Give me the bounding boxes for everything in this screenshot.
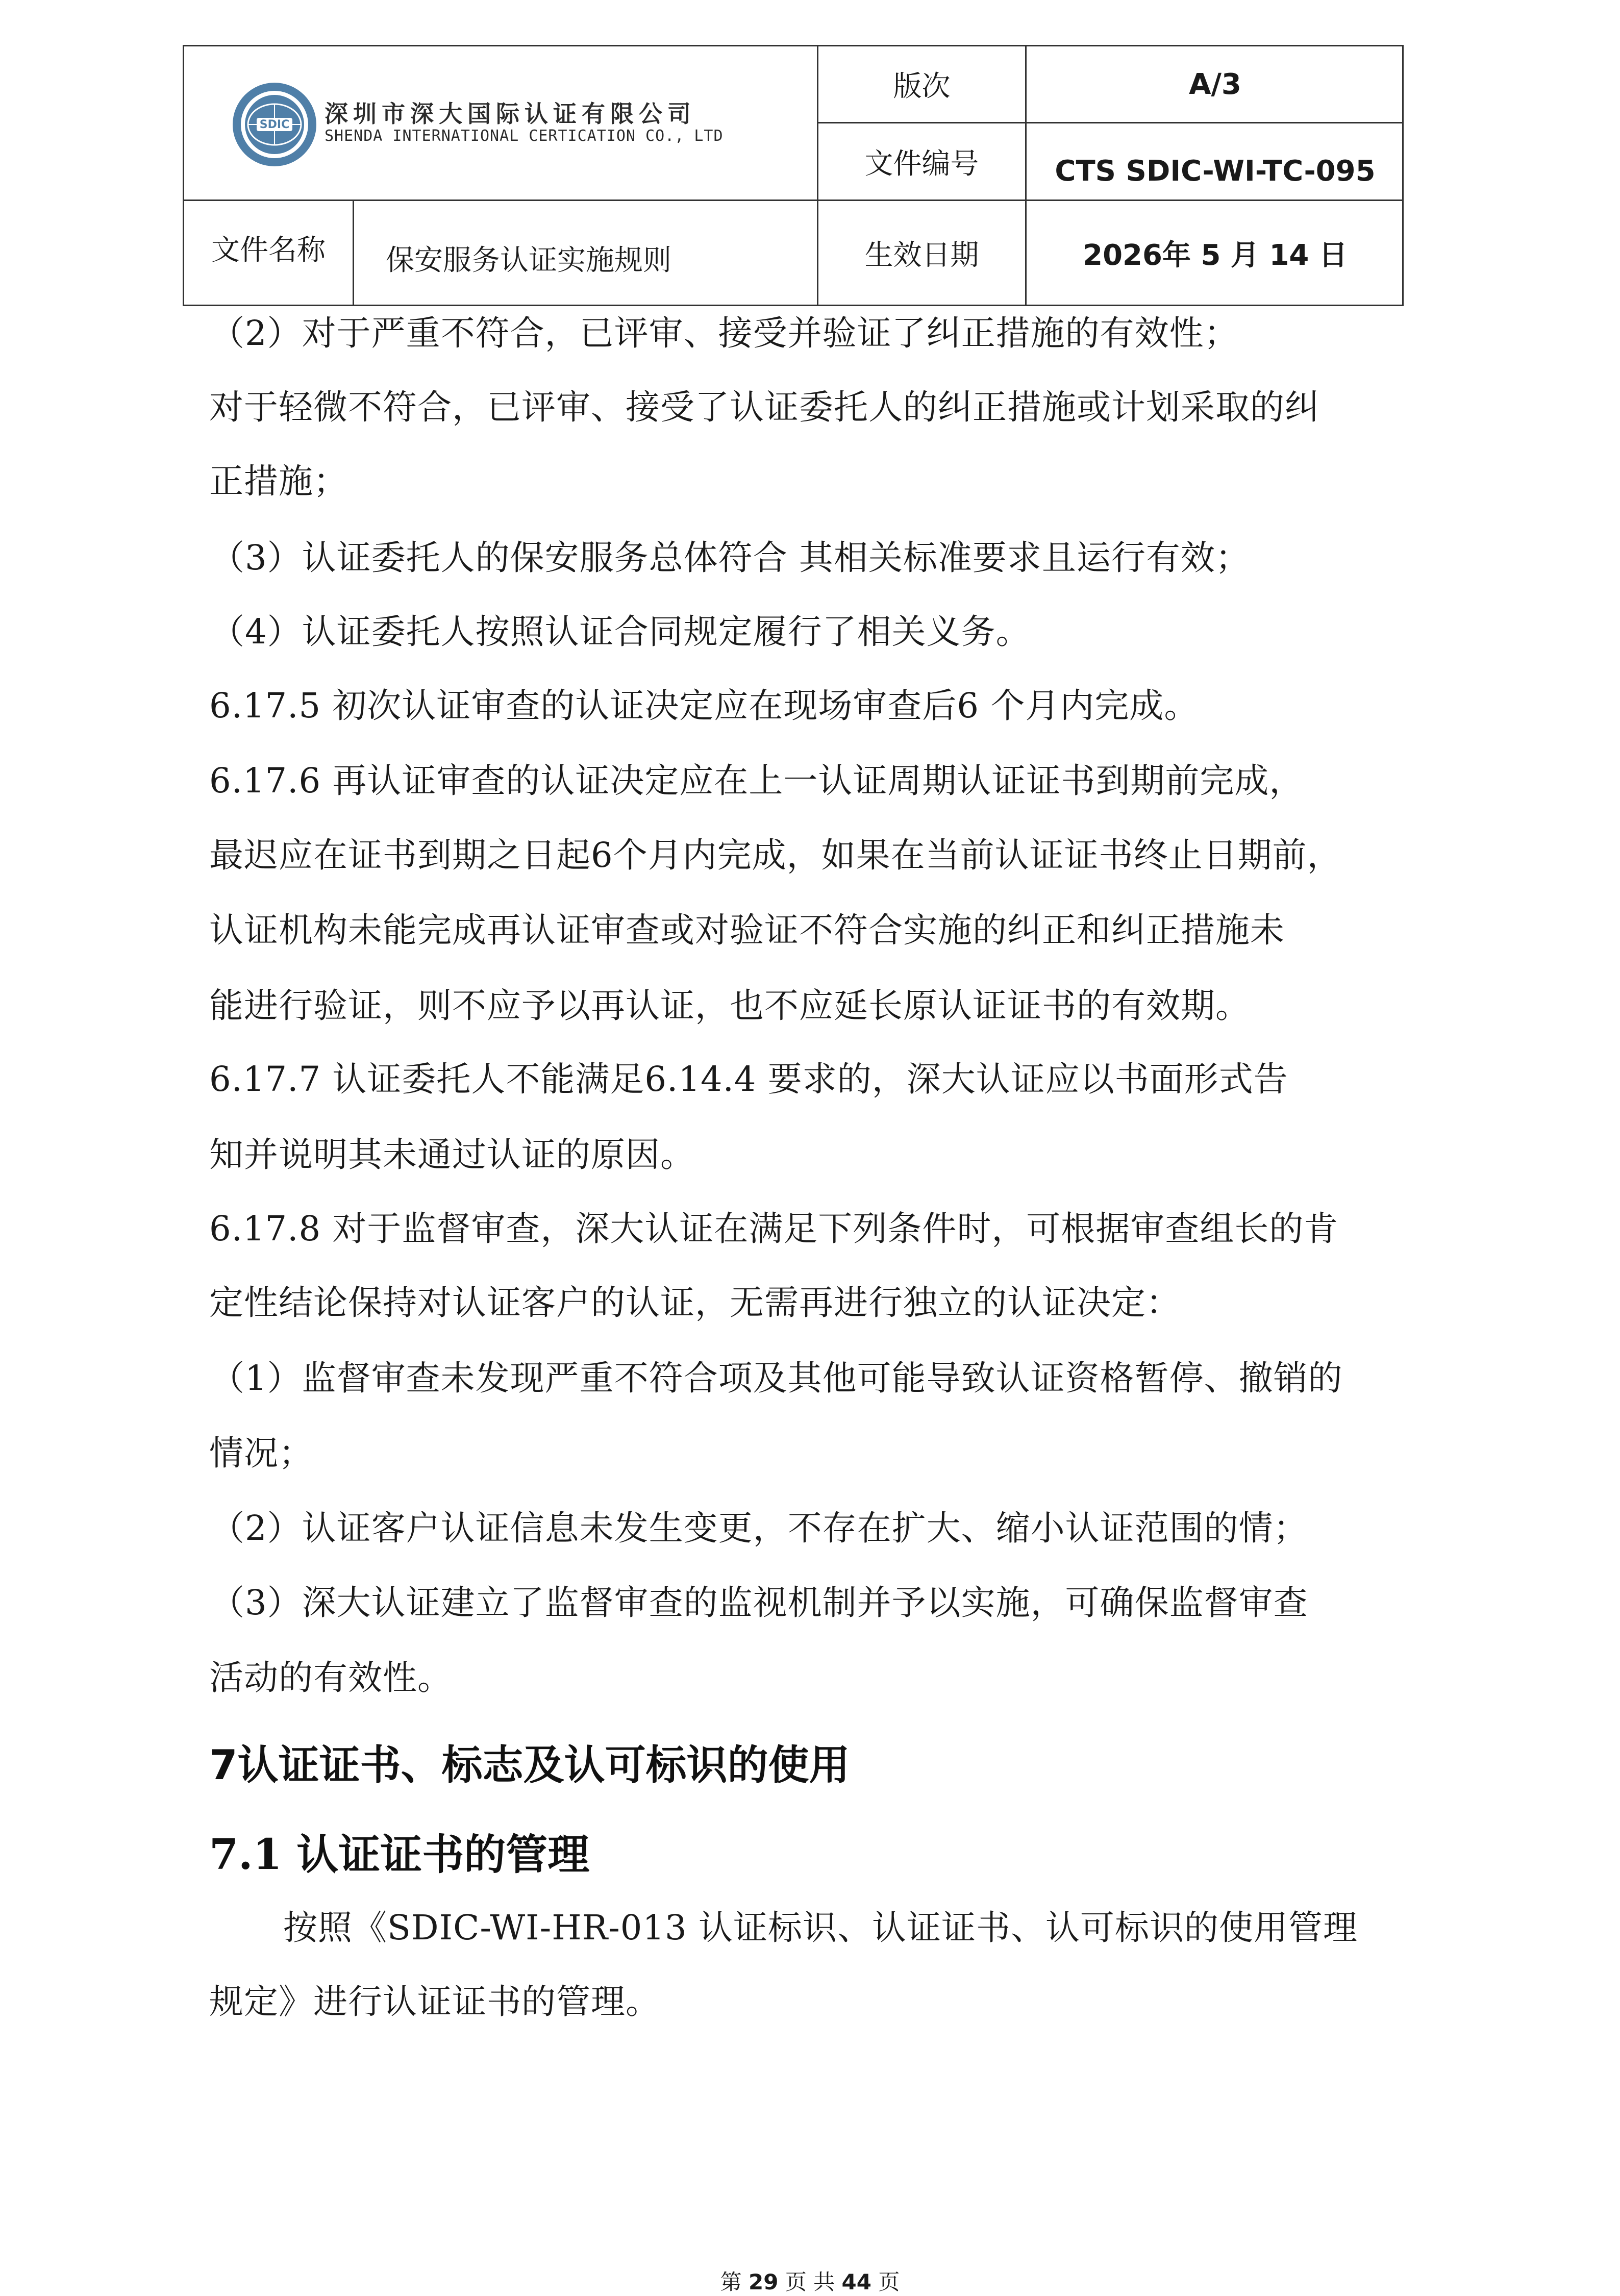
body-line: 6.17.6 再认证审查的认证决定应在上一认证周期认证证书到期前完成，	[209, 761, 1304, 801]
total-page-count: 44	[841, 2269, 871, 2294]
footer-middle: 页 共	[785, 2269, 835, 2294]
body-line: 情况；	[209, 1433, 313, 1473]
current-page-number: 29	[749, 2269, 779, 2294]
company-logo-block	[184, 46, 817, 199]
body-line: 规定》进行认证证书的管理。	[209, 1982, 660, 2022]
company-name-cn: 深圳市深大国际认证有限公司	[325, 100, 696, 128]
body-line: （2）认证客户认证信息未发生变更，不存在扩大、缩小认证范围的情；	[210, 1508, 1308, 1548]
body-line: 认证机构未能完成再认证审查或对验证不符合实施的纠正和纠正措施未	[209, 910, 1285, 950]
seal-label: SDIC	[259, 118, 290, 131]
document-header-table	[183, 45, 1404, 306]
body-line: （2）对于严重不符合，已评审、接受并验证了纠正措施的有效性；	[210, 313, 1239, 353]
edition-value: A/3	[1189, 67, 1241, 101]
company-seal-icon	[231, 81, 318, 168]
body-line: 6.17.7 认证委托人不能满足6.14.4 要求的，深大认证应以书面形式告	[209, 1059, 1288, 1099]
body-line: （1）监督审查未发现严重不符合项及其他可能导致认证资格暂停、撤销的	[210, 1358, 1343, 1398]
body-line: 定性结论保持对认证客户的认证，无需再进行独立的认证决定：	[209, 1283, 1181, 1322]
edition-label: 版次	[893, 70, 951, 103]
body-line: 对于轻微不符合，已评审、接受了认证委托人的纠正措施或计划采取的纠	[209, 387, 1319, 427]
body-line: 最迟应在证书到期之日起6个月内完成，如果在当前认证证书终止日期前，	[209, 835, 1342, 875]
body-line: 按照《SDIC-WI-HR-013 认证标识、认证证书、认可标识的使用管理	[283, 1908, 1358, 1948]
doc-number-value: CTS SDIC-WI-TC-095	[1055, 155, 1376, 188]
effective-date-label: 生效日期	[864, 238, 979, 272]
doc-number-label: 文件编号	[864, 147, 979, 181]
page-number-footer	[0, 2265, 1620, 2296]
body-line: 6.17.5 初次认证审查的认证决定应在现场审查后6 个月内完成。	[209, 686, 1199, 726]
body-line: 6.17.8 对于监督审查，深大认证在满足下列条件时，可根据审查组长的肯	[209, 1209, 1339, 1249]
body-line: （3）认证委托人的保安服务总体符合 其相关标准要求且运行有效；	[210, 538, 1250, 578]
body-line: （4）认证委托人按照认证合同规定履行了相关义务。	[210, 612, 1031, 652]
body-line: 能进行验证，则不应予以再认证，也不应延长原认证证书的有效期。	[209, 986, 1250, 1026]
body-line: 知并说明其未通过认证的原因。	[209, 1135, 695, 1175]
subsection-heading: 7.1 认证证书的管理	[209, 1830, 590, 1879]
doc-name-value: 保安服务认证实施规则	[386, 243, 671, 277]
section-heading: 7认证证书、标志及认可标识的使用	[209, 1741, 850, 1789]
body-line: （3）深大认证建立了监督审查的监视机制并予以实施，可确保监督审查	[210, 1583, 1308, 1623]
body-line: 活动的有效性。	[209, 1658, 452, 1698]
effective-date-value: 2026年 5 月 14 日	[1083, 238, 1348, 272]
company-name-en: SHENDA INTERNATIONAL CERTICATION CO., LTD	[325, 127, 724, 145]
body-line: 正措施；	[209, 461, 348, 501]
footer-suffix: 页	[878, 2269, 900, 2294]
footer-prefix: 第	[720, 2269, 742, 2294]
doc-name-label: 文件名称	[211, 233, 326, 267]
